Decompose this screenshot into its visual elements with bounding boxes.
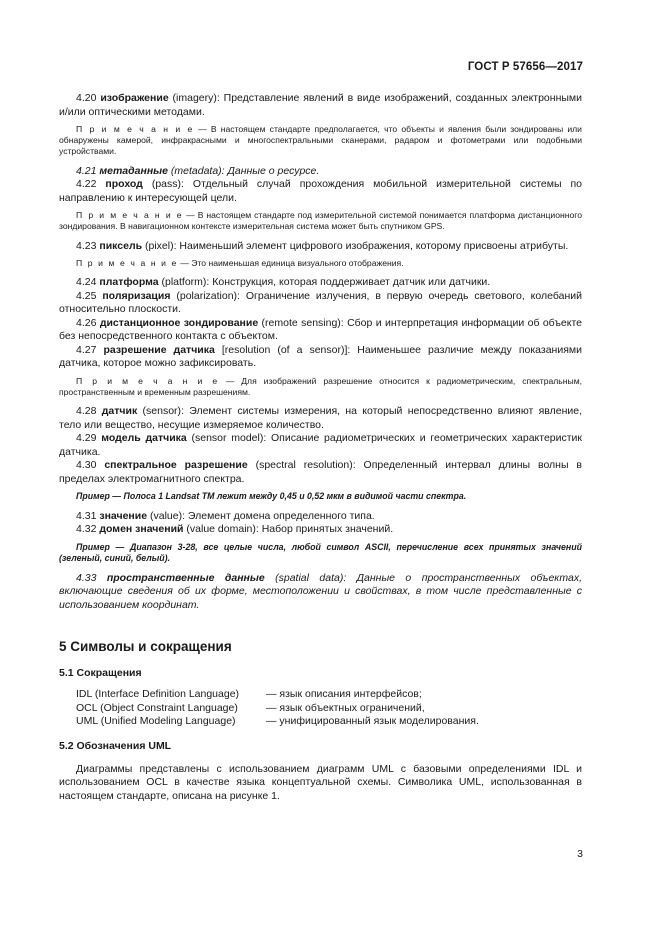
term: платформа	[99, 276, 159, 289]
term-entry-4-27: 4.27 разрешение датчика [resolution (of a sensor)]: Наименьшее различие между показаниями датчика, которое можно зафиксировать.	[59, 343, 582, 370]
note-4-22: П р и м е ч а н и е — В настоящем стандарте под измерительной системой понимается платформа дистанционного зондирования. В навигационном контексте измерительная система может быть спутником GPS.	[59, 210, 582, 232]
abbreviation-row	[76, 715, 582, 729]
document-header: ГОСТ Р 57656—2017	[467, 61, 583, 73]
abbreviation-term: OCL (Object Constraint Language)	[76, 701, 238, 714]
term: модель датчика	[101, 432, 187, 445]
term-entry-4-25: 4.25 поляризация (polarization): Ограничение излучения, в первую очередь светового, колебаний относительно плоскости.	[59, 289, 582, 316]
section-5-title: 5 Символы и сокращения	[59, 639, 232, 655]
abbreviation-term: IDL (Interface Definition Language)	[76, 688, 240, 701]
term-entry-4-22: 4.22 проход (pass): Отдельный случай прохождения мобильной измерительной системы по направлению к интересующей цели.	[59, 178, 582, 204]
abbreviation-row	[76, 702, 582, 716]
page-content	[59, 92, 582, 803]
example-4-32: Пример — Диапазон 3-28, все целые числа, любой символ ASCII, перечисление всех принятых значений (зеленый, синий, белый).	[59, 541, 582, 564]
subsection-5-1-title: 5.1 Сокращения	[59, 667, 142, 680]
term: метаданные	[99, 164, 168, 177]
term: поляризация	[102, 289, 171, 302]
subsection-5-2-title: 5.2 Обозначения UML	[59, 739, 172, 752]
abbreviation-definition: — язык объектных ограничений,	[266, 701, 425, 714]
term-entry-4-21: 4.21 метаданные (metadata): Данные о ресурсе.	[76, 164, 320, 177]
term: пространственные данные	[106, 571, 265, 584]
term-entry-4-30: 4.30 спектральное разрешение (spectral resolution): Определенный интервал длины волны в пределах электромагнитного спектра.	[59, 459, 582, 485]
term-entry-4-26: 4.26 дистанционное зондирование (remote sensing): Сбор и интерпретация информации об объекте без непосредственного контакта с объектом.	[59, 316, 582, 343]
note-4-23: П р и м е ч а н и е — Это наименьшая единица визуального отображения.	[76, 258, 404, 269]
term: разрешение датчика	[103, 343, 215, 356]
term-entry-4-29: 4.29 модель датчика (sensor model): Описание радиометрических и геометрических характеристик датчика.	[59, 432, 583, 458]
abbreviation-row	[76, 688, 582, 702]
note-4-27: П р и м е ч а н и е — Для изображений разрешение относится к радиометрическим, спектральным, пространственным и временным разрешениям.	[59, 375, 582, 397]
term-entry-4-20: 4.20 изображение (imagery): Представление явлений в виде изображений, созданных электронными и/или оптическими методами.	[59, 92, 582, 118]
term-entry-4-32: 4.32 домен значений (value domain): Набор принятых значений.	[76, 523, 394, 536]
abbreviation-list	[76, 688, 582, 729]
term: дистанционное зондирование	[99, 316, 259, 329]
term-entry-4-23: 4.23 пиксель (pixel): Наименьший элемент цифрового изображения, которому присвоены атрибуты.	[76, 239, 569, 252]
term-entry-4-31: 4.31 значение (value): Элемент домена определенного типа.	[76, 509, 375, 522]
abbreviation-definition: — унифицированный язык моделирования.	[266, 715, 479, 728]
term-entry-4-28: 4.28 датчик (sensor): Элемент системы измерения, на который непосредственно влияют явление, тело или вещество, несущие измеряемое количество.	[59, 405, 582, 431]
term-entry-4-24: 4.24 платформа (platform): Конструкция, которая поддерживает датчик или датчики.	[76, 276, 491, 289]
abbreviation-definition: — язык описания интерфейсов;	[266, 688, 422, 701]
uml-paragraph: Диаграммы представлены с использованием диаграмм UML с базовыми определениями IDL и использованием OCL в качестве языка концептуальной схемы. Символика UML, использованная в настоящем стандарте, описана на рисунке 1.	[59, 762, 582, 802]
term: спектральное разрешение	[104, 459, 248, 472]
term: значение	[99, 509, 148, 522]
term-entry-4-33: 4.33 пространственные данные (spatial data): Данные о пространственных объектах, включающие сведения об их форме, местоположении и свойствах, в том числе представленные с использованием координат.	[59, 571, 582, 611]
example-4-30: Пример — Полоса 1 Landsat TM лежит между 0,45 и 0,52 мкм в видимой части спектра.	[76, 491, 467, 502]
page-number: 3	[577, 848, 583, 860]
abbreviation-term: UML (Unified Modeling Language)	[76, 715, 236, 728]
term: изображение	[100, 92, 169, 104]
note-4-20: П р и м е ч а н и е — В настоящем стандарте предполагается, что объекты и явления были зондированы или обнаружены камерой, инфракрасными и многоспектральными сканерами, радаром и фотометрами или подобными устройствами.	[59, 124, 582, 157]
term: домен значений	[99, 523, 184, 536]
term: датчик	[101, 405, 138, 418]
term: пиксель	[99, 239, 143, 252]
term: проход	[105, 178, 143, 191]
